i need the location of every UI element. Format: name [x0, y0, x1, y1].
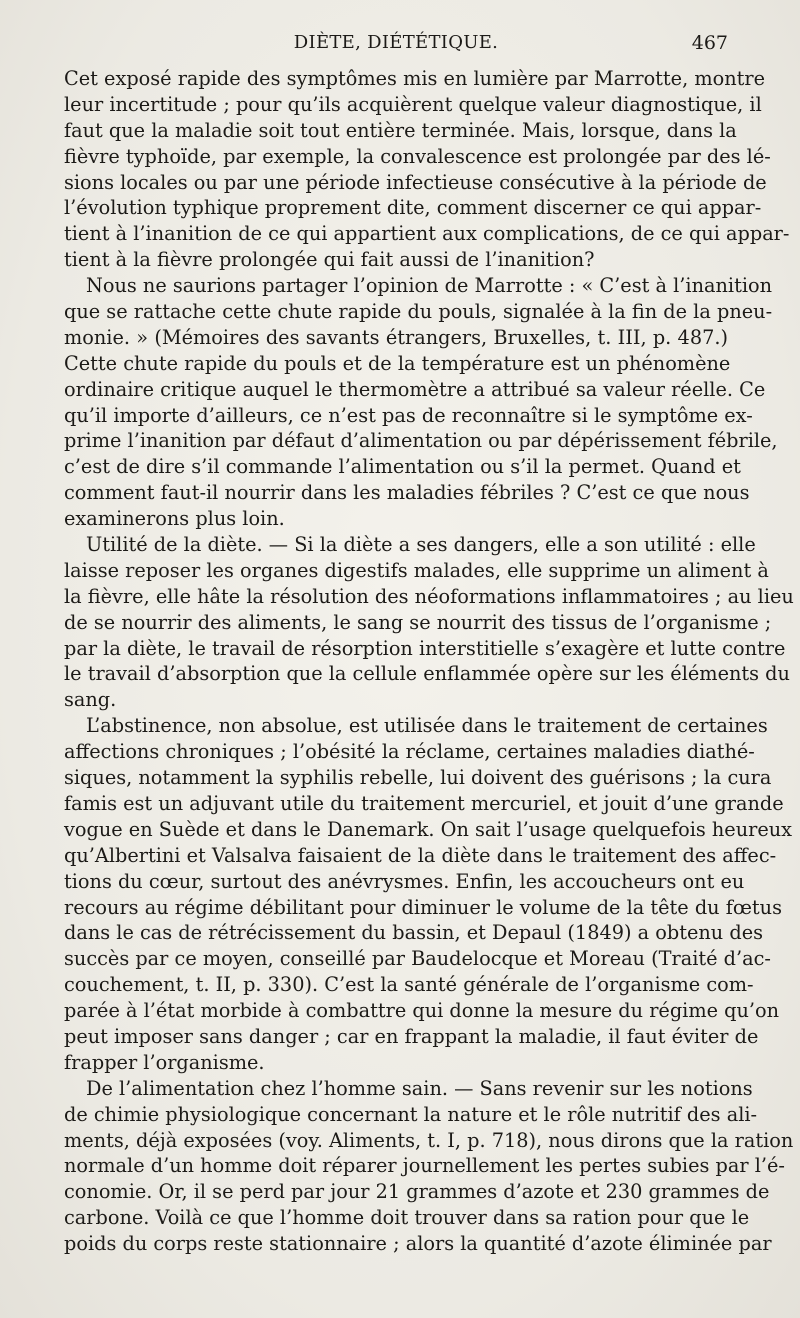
text-line: affections chroniques ; l’obésité la réclame, certaines maladies diathé-: [64, 740, 755, 764]
text-line: dans le cas de rétrécissement du bassin, et Depaul (1849) a obtenu des: [64, 921, 764, 945]
text-line: qu’il importe d’ailleurs, ce n’est pas de reconnaître si le symptôme ex-: [64, 403, 753, 427]
text-line: de chimie physiologique concernant la nature et le rôle nutritif des ali-: [64, 1102, 758, 1126]
body-text: [64, 66, 794, 1257]
text-line: tient à l’inanition de ce qui appartient aux complications, de ce qui appar-: [64, 222, 790, 246]
text-line: L’abstinence, non absolue, est utilisée dans le traitement de certaines: [86, 714, 768, 738]
running-title: DIÈTE, DIÉTÉTIQUE.: [293, 32, 499, 53]
text-line: sang.: [64, 688, 117, 712]
text-line: Cette chute rapide du pouls et de la température est un phénomène: [64, 351, 731, 375]
text-line: ordinaire critique auquel le thermomètre a attribué sa valeur réelle. Ce: [64, 377, 766, 401]
text-line: laisse reposer les organes digestifs malades, elle supprime un aliment à: [64, 558, 769, 582]
text-line: succès par ce moyen, conseillé par Baudelocque et Moreau (Traité d’ac-: [64, 947, 771, 971]
text-line: fièvre typhoïde, par exemple, la convalescence est prolongée par des lé-: [64, 144, 771, 168]
text-line: Cet exposé rapide des symptômes mis en lumière par Marrotte, montre: [64, 67, 766, 90]
text-line: frapper l’organisme.: [64, 1050, 265, 1074]
text-line: ments, déjà exposées (voy. Aliments, t. I, p. 718), nous dirons que la ration: [64, 1128, 794, 1152]
text-line: monie. » (Mémoires des savants étrangers, Bruxelles, t. III, p. 487.): [64, 325, 728, 349]
text-line: qu’Albertini et Valsalva faisaient de la diète dans le traitement des affec-: [64, 843, 777, 867]
text-line: peut imposer sans danger ; car en frappant la maladie, il faut éviter de: [64, 1024, 759, 1048]
text-line: tions du cœur, surtout des anévrysmes. Enfin, les accoucheurs ont eu: [64, 869, 745, 893]
text-line: vogue en Suède et dans le Danemark. On sait l’usage quelquefois heureux: [64, 817, 793, 841]
text-line: parée à l’état morbide à combattre qui donne la mesure du régime qu’on: [64, 999, 780, 1023]
text-line: que se rattache cette chute rapide du pouls, signalée à la fin de la pneu-: [64, 300, 773, 324]
section-heading-line: De l’alimentation chez l’homme sain. — Sans revenir sur les notions: [86, 1076, 753, 1100]
text-line: le travail d’absorption que la cellule enflammée opère sur les éléments du: [64, 662, 790, 686]
text-line: carbone. Voilà ce que l’homme doit trouver dans sa ration pour que le: [64, 1206, 750, 1230]
text-line: l’évolution typhique proprement dite, comment discerner ce qui appar-: [64, 196, 762, 220]
text-line: c’est de dire s’il commande l’alimentation ou s’il la permet. Quand et: [64, 455, 741, 479]
page-header: [64, 32, 728, 56]
section-heading-line: Utilité de la diète. — Si la diète a ses dangers, elle a son utilité : elle: [86, 533, 756, 557]
text-line: Nous ne saurions partager l’opinion de Marrotte : « C’est à l’inanition: [86, 274, 773, 298]
text-line: la fièvre, elle hâte la résolution des néoformations inflammatoires ; au lieu: [64, 584, 794, 608]
text-line: siques, notamment la syphilis rebelle, lui doivent des guérisons ; la cura: [64, 766, 772, 790]
text-line: sions locales ou par une période infectieuse consécutive à la période de: [64, 170, 767, 194]
text-line: poids du corps reste stationnaire ; alors la quantité d’azote éliminée par: [64, 1232, 772, 1256]
text-line: examinerons plus loin.: [64, 507, 285, 531]
text-line: couchement, t. II, p. 330). C’est la santé générale de l’organisme com-: [64, 973, 754, 997]
text-line: recours au régime débilitant pour diminuer le volume de la tête du fœtus: [64, 895, 782, 919]
text-line: leur incertitude ; pour qu’ils acquièrent quelque valeur diagnostique, il: [64, 92, 762, 116]
text-line: prime l’inanition par défaut d’alimentation ou par dépérissement fébrile,: [64, 429, 778, 453]
text-line: de se nourrir des aliments, le sang se nourrit des tissus de l’organisme ;: [64, 610, 772, 634]
text-line: comment faut-il nourrir dans les maladies fébriles ? C’est ce que nous: [64, 481, 750, 505]
text-line: famis est un adjuvant utile du traitement mercuriel, et jouit d’une grande: [64, 791, 784, 815]
text-line: normale d’un homme doit réparer journellement les pertes subies par l’é-: [64, 1154, 785, 1178]
text-line: par la diète, le travail de résorption interstitielle s’exagère et lutte contre: [64, 636, 786, 660]
text-line: conomie. Or, il se perd par jour 21 grammes d’azote et 230 grammes de: [64, 1180, 770, 1204]
text-line: tient à la fièvre prolongée qui fait aussi de l’inanition?: [64, 248, 595, 272]
page-number: 467: [691, 32, 728, 54]
text-line: faut que la maladie soit tout entière terminée. Mais, lorsque, dans la: [64, 118, 737, 142]
